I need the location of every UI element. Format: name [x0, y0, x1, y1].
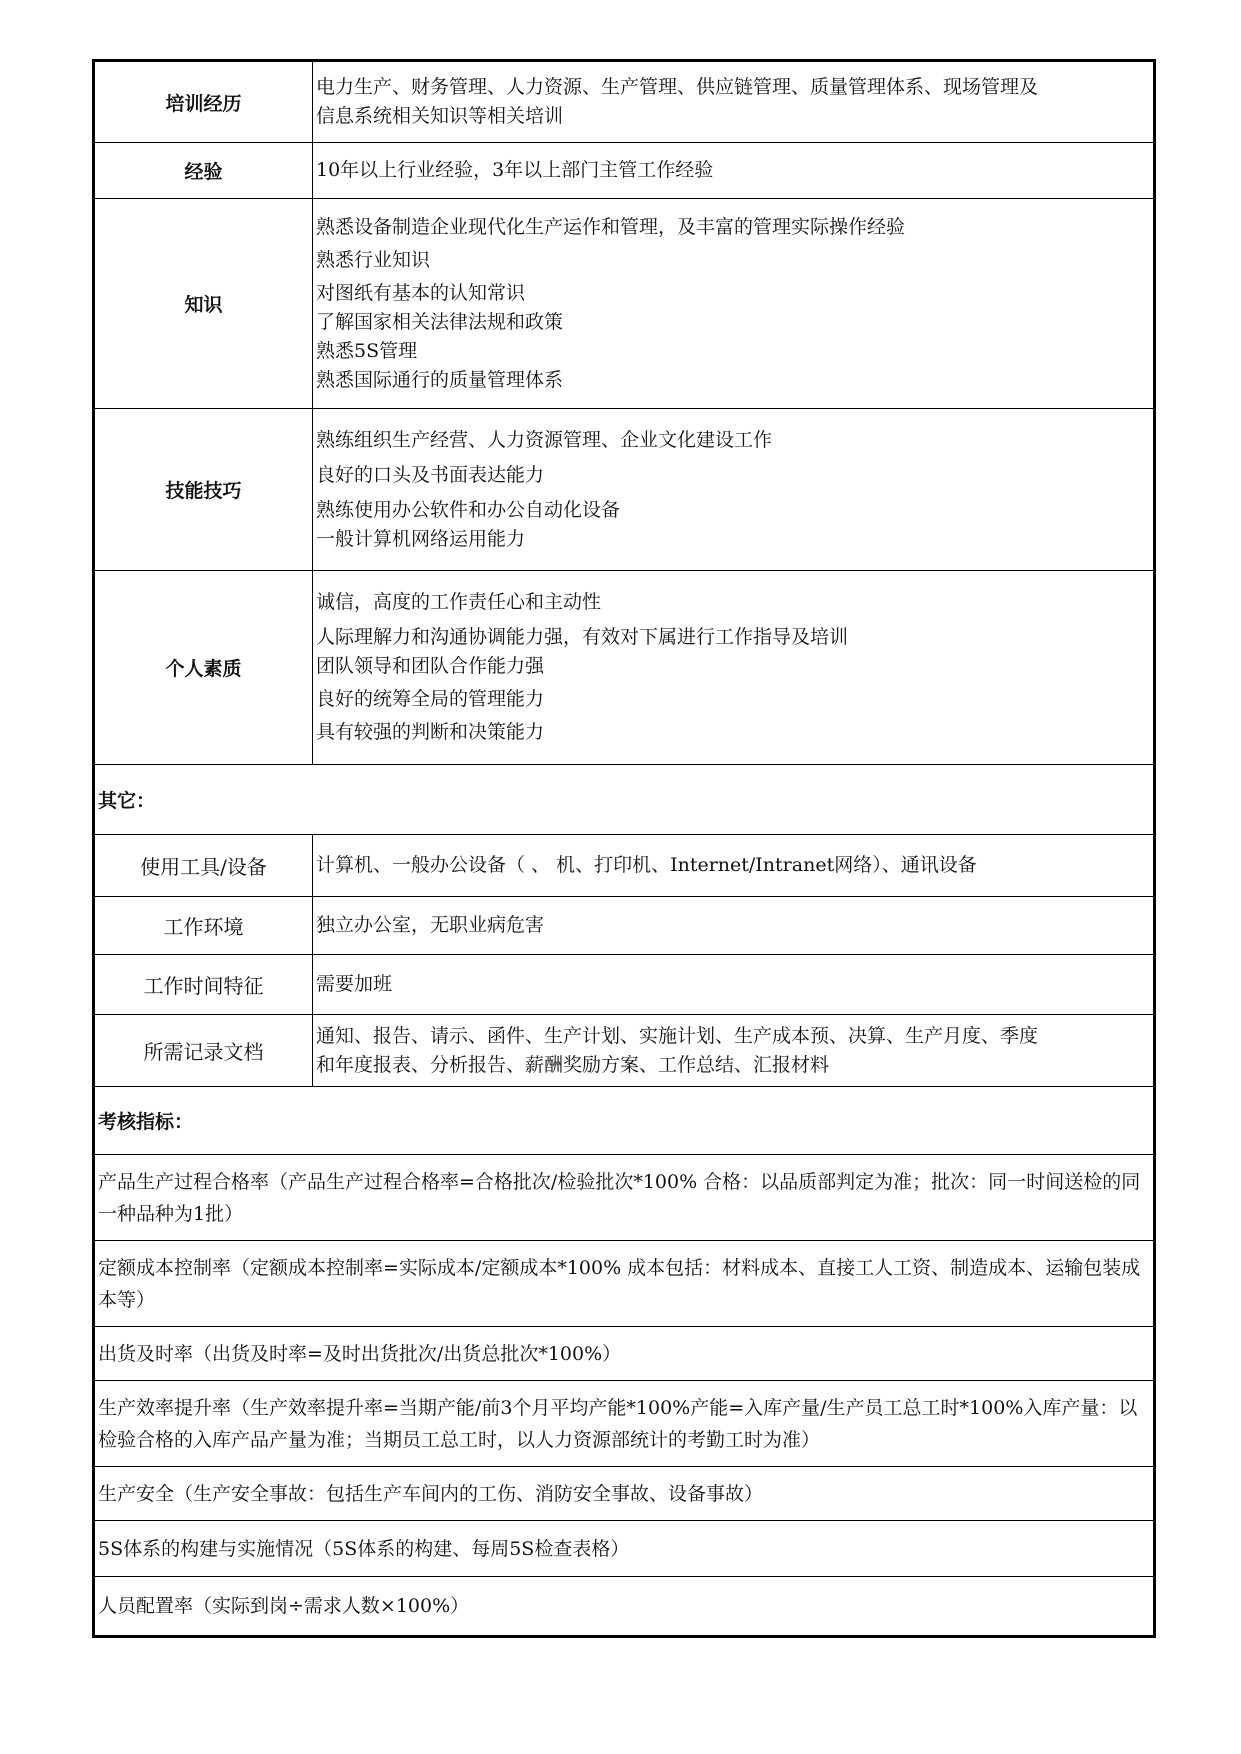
kpi-item	[94, 1381, 1155, 1467]
row-value	[313, 571, 1155, 765]
kpi-item	[94, 1241, 1155, 1327]
text-line: 熟悉国际通行的质量管理体系	[316, 368, 564, 391]
section-heading-kpi: 考核指标：	[94, 1087, 1155, 1155]
text-line: 熟悉设备制造企业现代化生产运作和管理，及丰富的管理实际操作经验	[316, 215, 906, 238]
row-label: 所需记录文档	[94, 1015, 313, 1087]
text-line: 需要加班	[316, 973, 393, 995]
text-line: 熟练使用办公软件和办公自动化设备	[316, 498, 621, 521]
row-value	[313, 1015, 1155, 1087]
text-line: 一般计算机网络运用能力	[316, 527, 526, 550]
row-label: 经验	[94, 143, 313, 199]
row-label: 使用工具/设备	[94, 835, 313, 897]
text-line: 时间送检的同一种品种为1批）	[98, 1170, 1141, 1225]
text-line: 诚信，高度的工作责任心和主动性	[316, 591, 602, 613]
text-line: 人际理解力和沟通协调能力强，有效对下属进行工作指导及培训	[316, 626, 849, 648]
text-line: 和年度报表、分析报告、薪酬奖励方案、工作总结、汇报材料	[316, 1053, 830, 1076]
kpi-item	[94, 1327, 1155, 1381]
text-line: 库产量：以检验合格的入库产品产量为准；当期员工总工时，以人力资源部统计的考勤工时为准）	[98, 1396, 1138, 1451]
kpi-item	[94, 1577, 1155, 1637]
job-description-table	[92, 59, 1156, 1638]
text-line: 定额成本控制率（定额成本控制率=实际成本/定额成本*100% 成本包括：材料成本、直接工人工资、制造成本、	[98, 1256, 1046, 1279]
text-line: 运输包装成本等）	[98, 1256, 1141, 1311]
text-line: 产品生产过程合格率（产品生产过程合格率=合格批次/检验批次*100% 合格：以品质部判定为准；批次：同一	[98, 1170, 1027, 1193]
row-label: 培训经历	[94, 61, 313, 143]
row-value	[313, 955, 1155, 1015]
row-value	[313, 897, 1155, 955]
text-line: 出货及时率（出货及时率=及时出货批次/出货总批次*100%）	[98, 1342, 622, 1365]
row-label: 个人素质	[94, 571, 313, 765]
text-line: 人员配置率（实际到岗÷需求人数×100%）	[98, 1595, 470, 1617]
kpi-item	[94, 1521, 1155, 1577]
text-line: 10年以上行业经验，3年以上部门主管工作经验	[316, 159, 714, 181]
text-line: 电力生产、财务管理、人力资源、生产管理、供应链管理、质量管理体系、现场管理及	[316, 76, 1039, 98]
text-line: 生产效率提升率（生产效率提升率=当期产能/前3个月平均产能*100%产能=入库产量/生产员工总工时*100%入	[98, 1396, 1043, 1419]
kpi-item	[94, 1155, 1155, 1241]
text-line: 5S体系的构建与实施情况（5S体系的构建、每周5S检查表格）	[98, 1537, 630, 1560]
text-line: 熟练组织生产经营、人力资源管理、企业文化建设工作	[316, 428, 773, 451]
row-value	[313, 199, 1155, 409]
row-value	[313, 409, 1155, 571]
text-line: 信息系统相关知识等相关培训	[316, 105, 564, 127]
text-line: 通知、报告、请示、函件、生产计划、实施计划、生产成本预、决算、生产月度、季度	[316, 1024, 1039, 1047]
kpi-item	[94, 1467, 1155, 1521]
row-value	[313, 143, 1155, 199]
text-line: 独立办公室，无职业病危害	[316, 914, 545, 936]
text-line: 计算机、一般办公设备（ 、 机、打印机、Internet/Intranet网络）、通讯设备	[316, 854, 977, 876]
text-line: 良好的统筹全局的管理能力	[316, 688, 545, 710]
text-line: 熟悉行业知识	[316, 248, 431, 271]
row-value	[313, 835, 1155, 897]
row-label: 工作环境	[94, 897, 313, 955]
text-line: 团队领导和团队合作能力强	[316, 655, 545, 677]
row-label: 知识	[94, 199, 313, 409]
row-label: 技能技巧	[94, 409, 313, 571]
text-line: 生产安全（生产安全事故：包括生产车间内的工伤、消防安全事故、设备事故）	[98, 1482, 764, 1505]
section-heading-other: 其它：	[94, 765, 1155, 835]
text-line: 了解国家相关法律法规和政策	[316, 310, 564, 333]
row-value	[313, 61, 1155, 143]
text-line: 对图纸有基本的认知常识	[316, 281, 526, 304]
row-label: 工作时间特征	[94, 955, 313, 1015]
text-line: 具有较强的判断和决策能力	[316, 721, 545, 743]
text-line: 熟悉5S管理	[316, 339, 418, 362]
text-line: 良好的口头及书面表达能力	[316, 463, 545, 486]
